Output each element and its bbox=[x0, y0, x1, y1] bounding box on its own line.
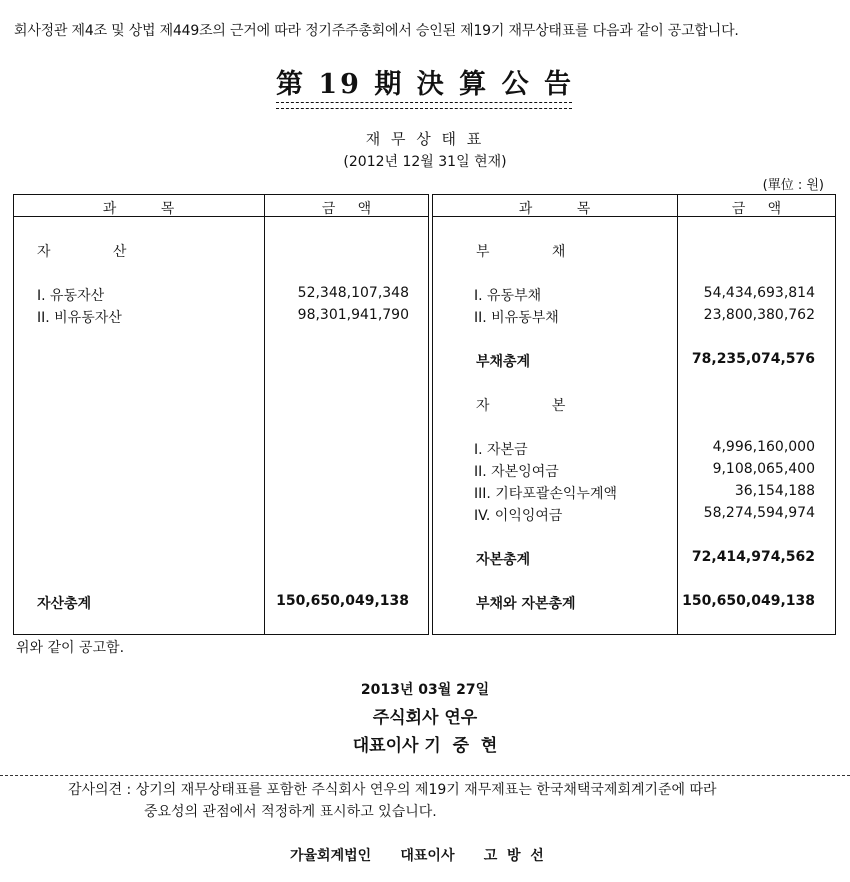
liability-row-amount: 54,434,693,814 bbox=[703, 285, 815, 301]
liability-row-label: II. 비유동부채 bbox=[474, 310, 559, 326]
header-right-amount: 금 액 bbox=[731, 201, 782, 217]
asset-row-label: I. 유동자산 bbox=[37, 288, 105, 304]
liabilities-column-divider bbox=[677, 194, 678, 635]
footer-dashed-rule bbox=[0, 775, 850, 776]
intro-text: 회사정관 제4조 및 상법 제449조의 근거에 따라 정기주주총회에서 승인된 제19기 재무상태표를 다음과 같이 공고합니다. bbox=[14, 23, 739, 39]
header-left-amount: 금 액 bbox=[321, 201, 372, 217]
header-left-item: 과 목 bbox=[102, 201, 175, 217]
asset-row-label: II. 비유동자산 bbox=[37, 310, 122, 326]
equity-row-amount: 4,996,160,000 bbox=[712, 439, 815, 455]
equity-row-label: I. 자본금 bbox=[474, 442, 528, 458]
statement-date: (2012년 12월 31일 현재) bbox=[343, 154, 507, 170]
asset-row-amount: 98,301,941,790 bbox=[297, 307, 409, 323]
equity-total-amount: 72,414,974,562 bbox=[691, 549, 815, 565]
page-title: 第 19 期 決 算 公 告 bbox=[276, 69, 574, 100]
assets-total-label: 자산총계 bbox=[37, 596, 92, 612]
ceo-name: 대표이사 기 중 현 bbox=[352, 736, 498, 756]
audit-opinion-line1: 감사의견 : 상기의 재무상태표를 포함한 주식회사 연우의 제19기 재무제표는 한국채택국제회계기준에 따라 bbox=[68, 782, 717, 798]
assets-column-divider bbox=[264, 194, 265, 635]
auditor-signature: 가율회계법인 대표이사 고 방 선 bbox=[290, 848, 544, 864]
header-right-item: 과 목 bbox=[518, 201, 591, 217]
equity-row-amount: 36,154,188 bbox=[734, 483, 815, 499]
statement-title: 재 무 상 태 표 bbox=[365, 130, 485, 148]
equity-section-label: 자 본 bbox=[476, 398, 566, 414]
company-name: 주식회사 연우 bbox=[372, 708, 478, 728]
equity-row-amount: 58,274,594,974 bbox=[703, 505, 815, 521]
equity-row-label: IV. 이익잉여금 bbox=[474, 508, 563, 524]
closing-text: 위와 같이 공고함. bbox=[16, 640, 125, 656]
grand-total-amount: 150,650,049,138 bbox=[682, 593, 815, 609]
grand-total-label: 부채와 자본총계 bbox=[476, 596, 576, 612]
liabilities-total-label: 부채총계 bbox=[476, 354, 531, 370]
notice-date: 2013년 03월 27일 bbox=[360, 682, 490, 698]
equity-total-label: 자본총계 bbox=[476, 552, 531, 568]
liabilities-total-amount: 78,235,074,576 bbox=[691, 351, 815, 367]
assets-section-label: 자 산 bbox=[37, 244, 127, 260]
liability-row-label: I. 유동부채 bbox=[474, 288, 542, 304]
title-double-rule bbox=[276, 102, 572, 109]
asset-row-amount: 52,348,107,348 bbox=[297, 285, 409, 301]
equity-row-label: III. 기타포괄손익누계액 bbox=[474, 486, 618, 502]
unit-label: (單位 : 원) bbox=[762, 178, 824, 193]
audit-opinion-line2: 중요성의 관점에서 적정하게 표시하고 있습니다. bbox=[144, 804, 437, 820]
equity-row-label: II. 자본잉여금 bbox=[474, 464, 559, 480]
assets-total-amount: 150,650,049,138 bbox=[276, 593, 409, 609]
liability-row-amount: 23,800,380,762 bbox=[703, 307, 815, 323]
liabilities-section-label: 부 채 bbox=[476, 244, 566, 260]
equity-row-amount: 9,108,065,400 bbox=[712, 461, 815, 477]
